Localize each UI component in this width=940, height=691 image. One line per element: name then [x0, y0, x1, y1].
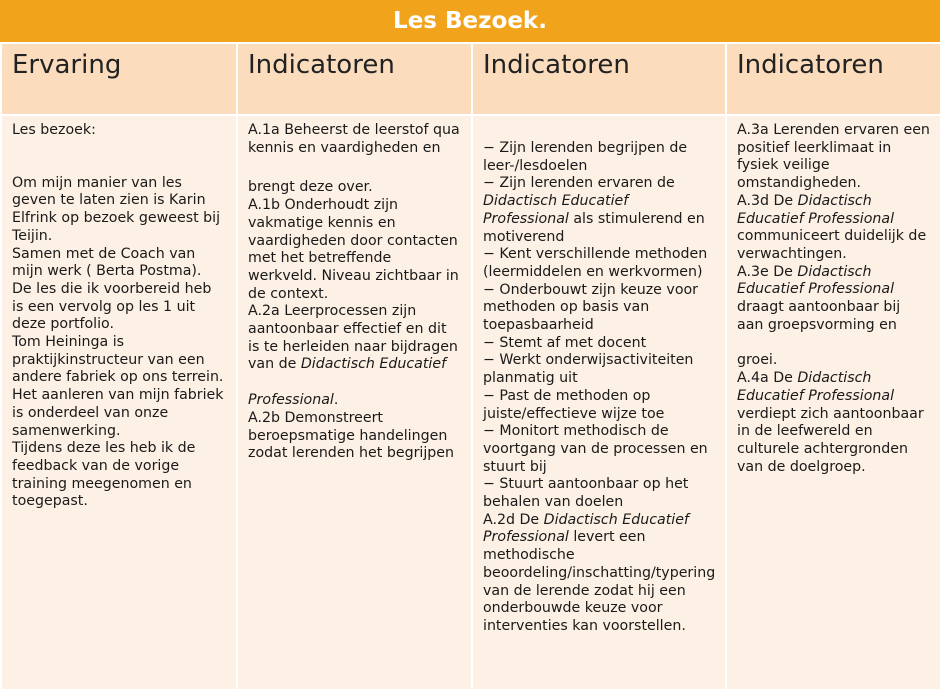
header-cell-indicatoren-1: Indicatoren: [237, 43, 472, 115]
indicator-item: − Monitort methodisch de voortgang van de processen en stuurt bij: [483, 423, 708, 475]
indicator-a1b: A.1b Onderhoudt zijn vakmatige kennis en vaardigheden door contacten met het betreffende werkveld. Niveau zichtbaar in de context.: [248, 197, 459, 302]
header-row: [1, 43, 940, 115]
indicator-item: − Zijn lerenden ervaren de Didactisch Educatief Professional als stimulerend en motiverend: [483, 175, 705, 245]
ervaring-cell: [1, 115, 237, 690]
indicator-a4a: A.4a De Didactisch Educatief Professional verdiept zich aantoonbaar in de leefwereld en culturele achtergronden van de doelgroep.: [737, 370, 924, 475]
ervaring-intro: Les bezoek:: [12, 122, 96, 138]
ervaring-line: De les die ik voorbereid heb is een vervolg op les 1 uit deze portfolio.: [12, 280, 212, 333]
indicator-a2a: A.2a Leerprocessen zijn aantoonbaar effectief en dit is te herleiden naar bijdragen van de Didactisch Educatief: [248, 303, 458, 373]
indicator-item: − Kent verschillende methoden (leermiddelen en werkvormen): [483, 246, 708, 280]
indicator-table: [0, 42, 940, 691]
indicator-a1a: A.1a Beheerst de leerstof qua kennis en vaardigheden en: [248, 122, 460, 156]
title-bar: [0, 0, 940, 44]
indicatoren-cell-1: [237, 115, 472, 690]
indicator-a1a-cont: brengt deze over.: [248, 179, 373, 196]
indicator-item: − Stemt af met docent: [483, 334, 647, 351]
slide-title: Les Bezoek.: [393, 8, 547, 34]
indicator-a2d: A.2d De Didactisch Educatief Professional levert een methodische beoordeling/inschatting/typering van de lerende zodat hij een onderbouwde keuze voor interventies kan voorstellen.: [483, 511, 716, 634]
indicator-a2a-cont: Professional.: [248, 392, 339, 409]
indicator-a3e: A.3e De Didactisch Educatief Professional draagt aantoonbaar bij aan groepsvorming en: [737, 263, 901, 333]
indicator-a3d: A.3d De Didactisch Educatief Professional communiceert duidelijk de verwachtingen.: [737, 192, 927, 262]
indicator-a3a: A.3a Lerenden ervaren een positief leerklimaat in fysiek veilige omstandigheden.: [737, 122, 930, 192]
body-row: [1, 115, 940, 690]
indicator-item: − Stuurt aantoonbaar op het behalen van doelen: [483, 476, 689, 511]
header-cell-indicatoren-3: Indicatoren: [726, 43, 940, 115]
ervaring-line: Samen met de Coach van mijn werk ( Berta Postma).: [12, 245, 202, 280]
indicatoren-cell-3: [726, 115, 940, 690]
indicatoren-cell-2: [472, 115, 726, 690]
indicator-item: − Onderbouwt zijn keuze voor methoden op basis van toepasbaarheid: [483, 281, 699, 334]
ervaring-line: Tijdens deze les heb ik de feedback van de vorige training meegenomen en toegepast.: [12, 440, 196, 510]
indicator-item: − Werkt onderwijsactiviteiten planmatig uit: [483, 352, 694, 387]
header-cell-ervaring: Ervaring: [1, 43, 237, 115]
indicator-item: − Past de methoden op juiste/effectieve wijze toe: [483, 387, 665, 422]
header-cell-indicatoren-2: Indicatoren: [472, 43, 726, 115]
ervaring-line: Tom Heininga is praktijkinstructeur van een andere fabriek op ons terrein. Het aanleren van mijn fabriek is onderdeel van onze samenwerking.: [12, 334, 224, 439]
indicator-a3e-cont: groei.: [737, 352, 778, 369]
ervaring-line: Om mijn manier van les geven te laten zien is Karin Elfrink op bezoek geweest bij Teijin.: [12, 174, 221, 244]
indicator-item: − Zijn lerenden begrijpen de leer-/lesdoelen: [483, 140, 688, 174]
indicator-a2b: A.2b Demonstreert beroepsmatige handelingen zodat lerenden het begrijpen: [248, 409, 455, 462]
